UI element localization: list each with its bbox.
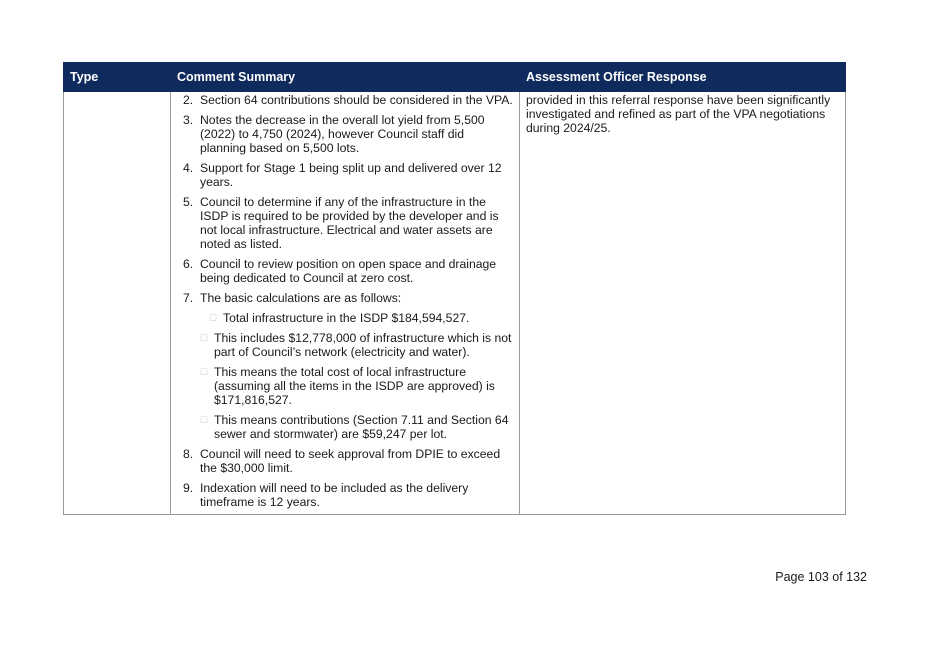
sub-item-text: This includes $12,778,000 of infrastructure which is not part of Council’s network (electricity and water). xyxy=(214,331,512,359)
sub-item-text: Total infrastructure in the ISDP $184,594,527. xyxy=(223,311,470,325)
sub-list-item xyxy=(183,311,513,325)
table-header-row xyxy=(64,63,846,92)
list-item xyxy=(183,447,513,475)
item-text: The basic calculations are as follows: xyxy=(200,291,402,305)
header-comment-summary: Comment Summary xyxy=(171,63,520,92)
comment-summary-cell xyxy=(171,92,520,515)
item-text: Council will need to seek approval from DPIE to exceed the $30,000 limit. xyxy=(200,447,501,475)
item-number: 6. xyxy=(183,257,194,271)
type-cell xyxy=(64,92,171,515)
list-item xyxy=(183,291,513,305)
comment-table xyxy=(63,62,846,515)
list-item xyxy=(183,481,513,509)
item-number: 4. xyxy=(183,161,194,175)
bullet-box-icon: ☐ xyxy=(200,367,209,377)
sub-item-text: This means the total cost of local infrastructure (assuming all the items in the ISDP are approved) is $171,816,527. xyxy=(214,365,495,407)
item-number: 2. xyxy=(183,93,194,107)
bullet-box-icon: ☐ xyxy=(209,313,218,323)
response-text: provided in this referral response have been significantly investigated and refined as part of the VPA negotiations during 2024/25. xyxy=(526,93,831,135)
item-number: 8. xyxy=(183,447,194,461)
item-number: 5. xyxy=(183,195,194,209)
bullet-box-icon: ☐ xyxy=(200,415,209,425)
item-text: Support for Stage 1 being split up and delivered over 12 years. xyxy=(200,161,502,189)
item-text: Council to review position on open space and drainage being dedicated to Council at zero cost. xyxy=(200,257,497,285)
sub-list-item xyxy=(183,413,513,441)
page-number: Page 103 of 132 xyxy=(775,570,867,584)
item-text: Council to determine if any of the infrastructure in the ISDP is required to be provided by the developer and is not local infrastructure. Electrical and water assets are noted as listed. xyxy=(200,195,499,251)
assessment-response-cell xyxy=(520,92,846,515)
list-item xyxy=(183,195,513,251)
list-item xyxy=(183,161,513,189)
item-number: 7. xyxy=(183,291,194,305)
sub-list-item xyxy=(183,331,513,359)
list-item xyxy=(183,113,513,155)
table-row xyxy=(64,92,846,515)
item-text: Notes the decrease in the overall lot yield from 5,500 (2022) to 4,750 (2024), however Council staff did planning based on 5,500 lots. xyxy=(200,113,485,155)
header-assessment-response: Assessment Officer Response xyxy=(520,63,846,92)
header-type: Type xyxy=(64,63,171,92)
item-text: Section 64 contributions should be considered in the VPA. xyxy=(200,93,513,107)
sub-list-item xyxy=(183,365,513,407)
item-number: 3. xyxy=(183,113,194,127)
item-text: Indexation will need to be included as the delivery timeframe is 12 years. xyxy=(200,481,469,509)
sub-item-text: This means contributions (Section 7.11 and Section 64 sewer and stormwater) are $59,247 per lot. xyxy=(214,413,509,441)
list-item xyxy=(183,257,513,285)
bullet-box-icon: ☐ xyxy=(200,333,209,343)
item-number: 9. xyxy=(183,481,194,495)
list-item xyxy=(183,93,513,107)
